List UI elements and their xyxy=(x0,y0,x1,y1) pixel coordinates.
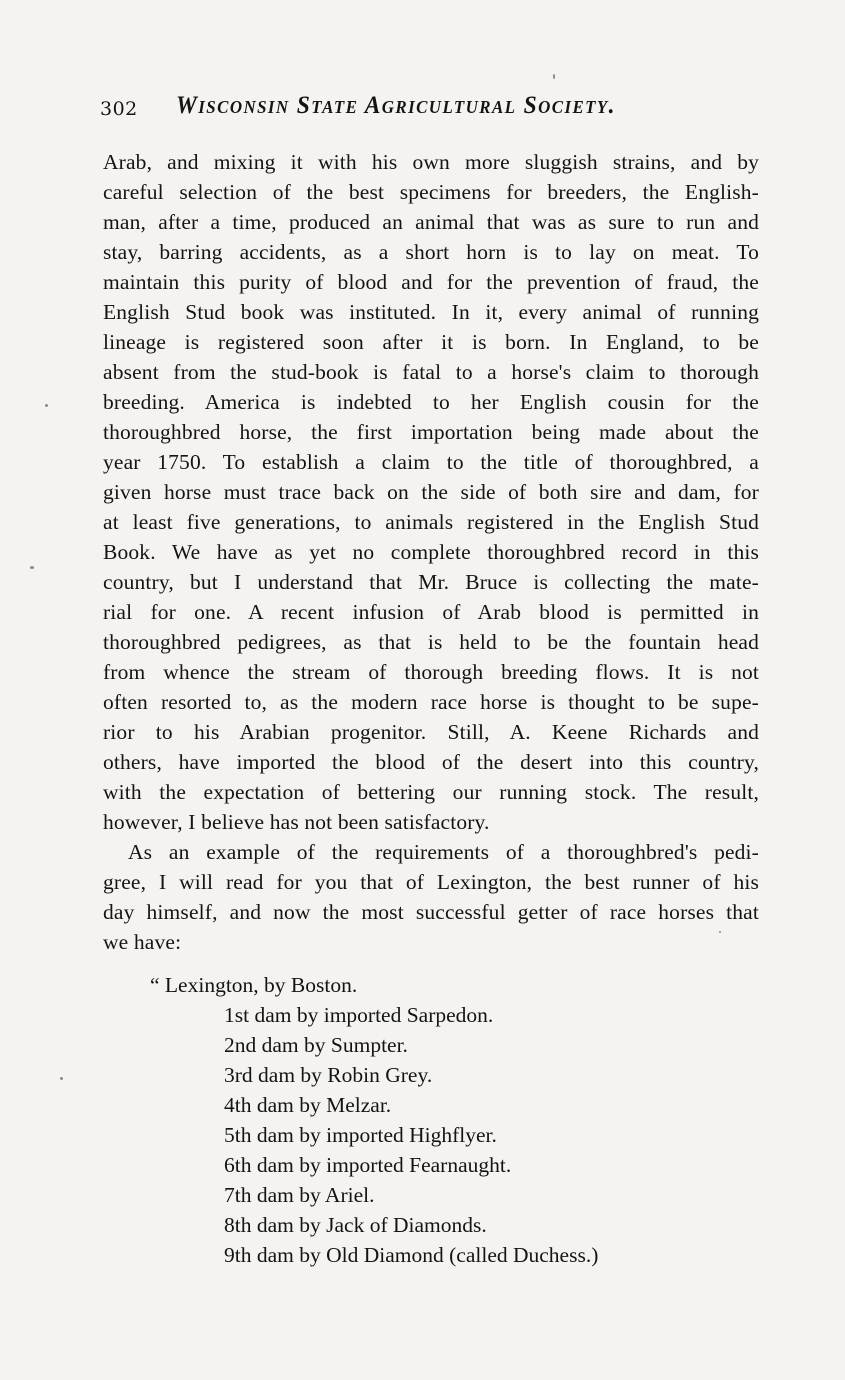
body-text xyxy=(103,147,759,957)
pedigree-dam-line: 1st dam by imported Sarpedon. xyxy=(224,1003,494,1027)
text-line: English Stud book was instituted. In it, every animal of running xyxy=(103,300,759,324)
paragraph-1 xyxy=(103,147,759,837)
pedigree-dam-line: 5th dam by imported Highflyer. xyxy=(224,1123,497,1147)
page-header xyxy=(100,92,760,128)
text-line: As an example of the requirements of a thoroughbred's pedi- xyxy=(128,840,759,864)
text-line: at least five generations, to animals registered in the English Stud xyxy=(103,510,759,534)
text-line: however, I believe has not been satisfactory. xyxy=(103,810,490,834)
scan-speck xyxy=(30,566,34,569)
text-line: others, have imported the blood of the desert into this country, xyxy=(103,750,759,774)
text-line: with the expectation of bettering our running stock. The result, xyxy=(103,780,759,804)
text-line: lineage is registered soon after it is born. In England, to be xyxy=(103,330,759,354)
text-line: rior to his Arabian progenitor. Still, A. Keene Richards and xyxy=(103,720,759,744)
text-line: stay, barring accidents, as a short horn is to lay on meat. To xyxy=(103,240,759,264)
scan-speck xyxy=(60,1077,63,1080)
text-line: man, after a time, produced an animal that was as sure to run and xyxy=(103,210,759,234)
text-line: country, but I understand that Mr. Bruce is collecting the mate- xyxy=(103,570,759,594)
text-line: breeding. America is indebted to her English cousin for the xyxy=(103,390,759,414)
text-line: rial for one. A recent infusion of Arab blood is permitted in xyxy=(103,600,759,624)
text-line: often resorted to, as the modern race horse is thought to be supe- xyxy=(103,690,759,714)
pedigree-title: “ Lexington, by Boston. xyxy=(150,973,358,997)
pedigree-dam-line: 3rd dam by Robin Grey. xyxy=(224,1063,433,1087)
pedigree-dam-line: 2nd dam by Sumpter. xyxy=(224,1033,408,1057)
text-line: year 1750. To establish a claim to the title of thoroughbred, a xyxy=(103,450,759,474)
pedigree-dam-line: 8th dam by Jack of Diamonds. xyxy=(224,1213,487,1237)
pedigree-dam-line: 9th dam by Old Diamond (called Duchess.) xyxy=(224,1243,599,1267)
text-line: Book. We have as yet no complete thoroughbred record in this xyxy=(103,540,759,564)
page-number: 302 xyxy=(100,98,138,120)
text-line: from whence the stream of thorough breeding flows. It is not xyxy=(103,660,759,684)
text-line: thoroughbred horse, the first importation being made about the xyxy=(103,420,759,444)
scan-speck xyxy=(553,74,555,79)
text-line: day himself, and now the most successful getter of race horses that xyxy=(103,900,759,924)
scan-speck xyxy=(719,931,721,933)
pedigree-list xyxy=(150,970,650,1270)
scan-speck xyxy=(45,404,48,407)
text-line: thoroughbred pedigrees, as that is held to be the fountain head xyxy=(103,630,759,654)
text-line: maintain this purity of blood and for the prevention of fraud, the xyxy=(103,270,759,294)
pedigree-dam-line: 4th dam by Melzar. xyxy=(224,1093,392,1117)
pedigree-dam-line: 7th dam by Ariel. xyxy=(224,1183,375,1207)
text-line: we have: xyxy=(103,930,182,954)
text-line: gree, I will read for you that of Lexington, the best runner of his xyxy=(103,870,759,894)
pedigree-dam-line: 6th dam by imported Fearnaught. xyxy=(224,1153,512,1177)
running-head: Wisconsin State Agricultural Society. xyxy=(176,92,616,119)
text-line: given horse must trace back on the side of both sire and dam, for xyxy=(103,480,759,504)
text-line: Arab, and mixing it with his own more sluggish strains, and by xyxy=(103,150,759,174)
text-line: absent from the stud-book is fatal to a horse's claim to thorough xyxy=(103,360,759,384)
paragraph-2 xyxy=(103,837,759,957)
text-line: careful selection of the best specimens for breeders, the English- xyxy=(103,180,759,204)
